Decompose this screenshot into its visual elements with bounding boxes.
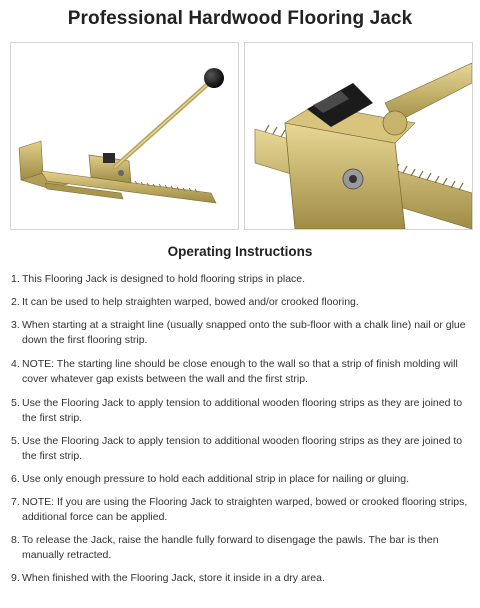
step-number: 7. <box>11 496 20 508</box>
step-number: 2. <box>11 296 20 308</box>
flooring-jack-full-view <box>10 42 239 230</box>
instruction-step <box>11 272 473 287</box>
flooring-jack-closeup <box>244 42 473 230</box>
instruction-step <box>11 295 473 310</box>
instruction-step <box>11 434 473 464</box>
step-text: To release the Jack, raise the handle fully forward to disengage the pawls. The bar is then manually retracted. <box>22 534 439 561</box>
instructions-heading: Operating Instructions <box>167 244 313 259</box>
step-text: NOTE: The starting line should be close enough to the wall so that a strip of finish molding will cover whatever gap exists between the wall and the first strip. <box>22 358 458 385</box>
step-number: 8. <box>11 534 20 546</box>
step-number: 9. <box>11 572 20 584</box>
instruction-step <box>11 571 473 586</box>
step-number: 1. <box>11 273 20 285</box>
step-number: 5. <box>11 435 20 447</box>
step-number: 4. <box>11 358 20 370</box>
step-text: NOTE: If you are using the Flooring Jack to straighten warped, bowed or crooked flooring strips, additional force can be applied. <box>22 496 468 523</box>
step-text: This Flooring Jack is designed to hold flooring strips in place. <box>22 273 306 285</box>
step-text: Use the Flooring Jack to apply tension to additional wooden flooring strips as they are joined to the first strip. <box>22 435 463 462</box>
instruction-step <box>11 472 473 487</box>
flooring-jack-photo-icon <box>11 43 238 229</box>
step-number: 5. <box>11 397 20 409</box>
step-text: Use the Flooring Jack to apply tension to additional wooden flooring strips as they are joined to the first strip. <box>22 397 463 424</box>
instruction-step <box>11 357 473 387</box>
page-title: Professional Hardwood Flooring Jack <box>67 8 413 29</box>
step-text: It can be used to help straighten warped, bowed and/or crooked flooring. <box>22 296 359 308</box>
step-text: When starting at a straight line (usually snapped onto the sub-floor with a chalk line) nail or glue down the first flooring strip. <box>22 319 466 346</box>
instruction-step <box>11 495 473 525</box>
instruction-step <box>11 533 473 563</box>
instruction-step <box>11 396 473 426</box>
jack-pawl-mechanism-photo-icon <box>245 43 472 229</box>
step-number: 6. <box>11 473 20 485</box>
instruction-step <box>11 318 473 348</box>
step-text: When finished with the Flooring Jack, store it inside in a dry area. <box>22 572 325 584</box>
step-number: 3. <box>11 319 20 331</box>
step-text: Use only enough pressure to hold each additional strip in place for nailing or gluing. <box>22 473 409 485</box>
